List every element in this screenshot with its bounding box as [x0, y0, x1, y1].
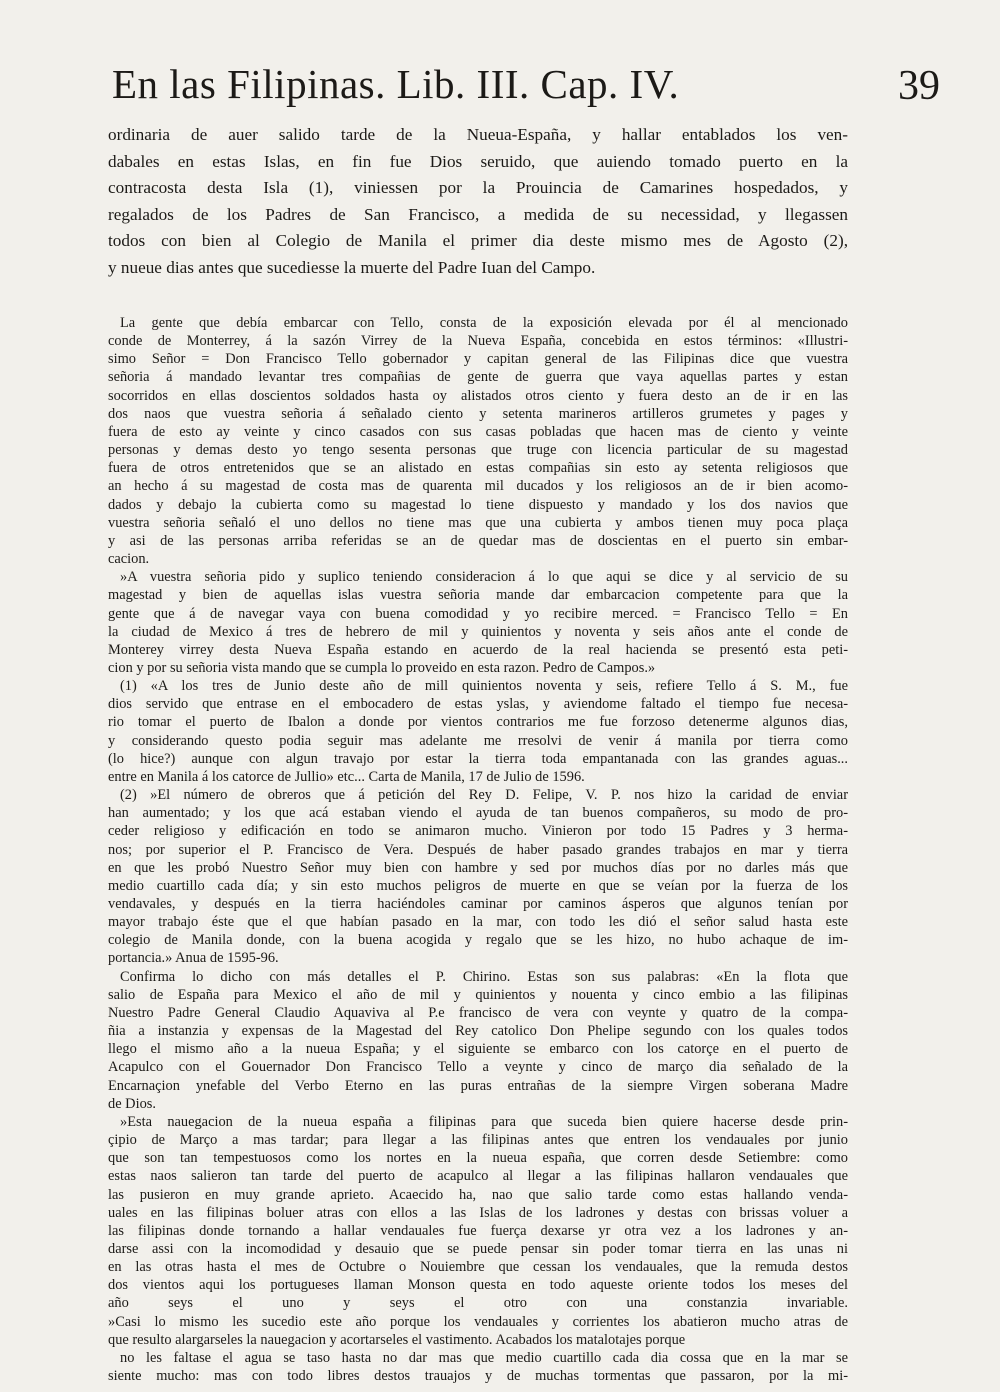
footnote-line: año seys el uno y seys el otro con una constanzia invariable. — [108, 1295, 848, 1312]
footnote-line: y considerando questo podia seguir mas adelante me rresolvi de venir á manila por tierra como — [108, 732, 848, 749]
footnote-line: medio cuartillo cada día; y sin esto muchos peligros de muerte en que se veían por la fuerza de los — [108, 877, 848, 894]
footnote-line: fuera de otros entretenidos que se an alistado en estas compañias sin esto ay setenta religiosos que — [108, 460, 848, 477]
footnote-line: portancia.» Anua de 1595-96. — [108, 950, 279, 967]
footnote-line: llego el mismo año a la nueua España; y el siguiente se embarco con los catorçe en el puerto de — [108, 1041, 848, 1058]
footnote-line: en las otras hasta el mes de Octubre o Nouiembre que cessan los vendauales, que la remuda destos — [108, 1259, 848, 1276]
footnote-line: que son tan tempestuosos como los nortes en la nueua españa, que corren desde Setiembre: como — [108, 1150, 848, 1167]
footnote-line: simo Señor = Don Francisco Tello gobernador y capitan general de las Filipinas dice que vuestra — [108, 351, 848, 368]
footnote-line: Nuestro Padre General Claudio Aquaviva al P.e francisco de vera con veynte y quatro de la compa- — [108, 1004, 848, 1021]
footnote-line: en que les probó Nuestro Señor muy bien con hambre y sed por muchos días por no darles más que — [108, 859, 848, 876]
footnote-line: personas y demas desto yo tengo sesenta personas que truge con licencia particular de su magestad — [108, 442, 848, 459]
footnote-line: socorridos en ellas doscientos soldados hasta oy alistados otros ciento y fuera desto an de ir en las — [108, 387, 848, 404]
footnote-line: conde de Monterrey, á la sazón Virrey de la Nueva España, concebida en estos términos: «Illustri- — [108, 333, 848, 350]
footnote-line: dos naos que vuestra señoria á señalado ciento y setenta marineros artilleros grumetes y pages y — [108, 405, 848, 422]
footnote-line: ceder religioso y edificación en todo se animaron mucho. Vinieron por todo 15 Padres y 3 herma- — [108, 823, 848, 840]
footnote-line: »Casi lo mismo les sucedio este año porque los vendauales y corrientes los abatieron mucho atras de — [108, 1313, 848, 1330]
footnote-line: dos vientos aqui los portugueses llaman Monson questa en todo aqueste oriente todos los meses del — [108, 1277, 848, 1294]
footnote-line: estas naos salieron tan tarde del puerto de acapulco al llegar a las filipinas hallaron vendauales que — [108, 1168, 848, 1185]
footnote-line: que resulto alargarseles la nauegacion y acortarseles el vastimento. Acabados los matalotajes porque — [108, 1331, 686, 1348]
footnote-line: (1) «A los tres de Junio deste año de mill quinientos noventa y seis, refiere Tello á S. M., fue — [120, 678, 848, 695]
footnote-line: cacion. — [108, 551, 150, 568]
footnote-line: (lo hice?) aunque con algun travajo por estar la tierra toda empantanada con las grandes aguas... — [108, 750, 848, 767]
footnote-line: rio tomar el puerto de Ibalon a donde por vientos contrarios me fue forzoso detenerme algunos dias, — [108, 714, 848, 731]
page-number: 39 — [898, 63, 940, 109]
footnote-line: ñia a instanzia y expensas de la Magestad del Rey catolico Don Phelipe segundo con los quales todos — [108, 1023, 848, 1040]
footnote-line: magestad y bien de aquellas islas vuestra señoria mande dar embarcacion competente para que la — [108, 587, 848, 604]
footnote-line: La gente que debía embarcar con Tello, consta de la exposición elevada por él al mencionado — [120, 315, 848, 331]
footnote-line: Monterey virrey desta Nueva España estando en acuerdo de la real hacienda se presentó esta peti- — [108, 641, 848, 658]
main-text-block — [108, 122, 848, 281]
body-text-line: todos con bien al Colegio de Manila el primer dia deste mismo mes de Agosto (2), — [108, 231, 848, 250]
footnote-line: no les faltase el agua se taso hasta no dar mas que medio cuartillo cada dia cossa que en la mar se — [120, 1349, 848, 1366]
footnote-line: dios servido que entrase en el embocadero de estas yslas, y aviendome faltado el tiempo fue necesa- — [108, 696, 848, 713]
footnote-line: (2) »El número de obreros que á petición del Rey D. Felipe, V. P. nos hizo la caridad de enviar — [120, 787, 848, 804]
footnote-line: y asi de las personas arriba referidas se an de quedar mas de doscientas en el puerto sin embar- — [108, 532, 848, 549]
footnote-line: dados y debajo la cubierta como su magestad lo tiene dispuesto y mandado y los dos navios que — [108, 496, 848, 513]
footnote-line: colegio de Manila donde, con la buena acogida y regalo que se les hizo, no hubo achaque de im- — [108, 932, 848, 949]
body-text-line: ordinaria de auer salido tarde de la Nueua-España, y hallar entablados los ven- — [108, 125, 848, 144]
footnote-line: uales en las filipinas boluer atras con ellos a las Islas de los ladrones y destas con brissas voluer a — [108, 1204, 848, 1221]
footnote-line: las filipinas donde tornando a hallar vendauales fue fuerça dexarse yr otra vez a los ladrones y an- — [108, 1222, 848, 1239]
footnote-line: Acapulco con el Gouernador Don Francisco Tello a veynte y cinco de março dia señalado de la — [108, 1059, 848, 1076]
footnote-line: entre en Manila á los catorce de Jullio» etc... Carta de Manila, 17 de Julio de 1596. — [108, 768, 585, 785]
footnote-line: cion y por su señoria vista mando que se cumpla lo proveido en esta razon. Pedro de Campos.» — [108, 659, 656, 676]
footnote-line: mayor trabajo éste que el que habían pasado en la mar, con todo les dió el señor salud hasta este — [108, 914, 848, 931]
footnote-line: »A vuestra señoria pido y suplico teniendo consideracion á lo que aqui se dice y al servicio de su — [120, 569, 848, 586]
footnote-line: fuera de esto ay veinte y cinco casados con sus casas pobladas que hacen mas de ciento y veinte — [108, 423, 848, 440]
footnote-line: Encarnaçion ynefable del Verbo Eterno en las puras entrañas de la siempre Virgen soberana Madre — [108, 1077, 848, 1094]
footnote-line: han aumentado; y los que acá estaban viendo el ayuda de tan buenos compañeros, su modo de pro- — [108, 805, 848, 822]
body-text-line: contracosta desta Isla (1), viniessen por la Prouincia de Camarines hospedados, y — [108, 178, 848, 197]
footnote-line: de Dios. — [108, 1095, 156, 1112]
body-text-line: dabales en estas Islas, en fin fue Dios seruido, que auiendo tomado puerto en la — [108, 151, 848, 171]
footnote-line: Confirma lo dicho con más detalles el P. Chirino. Estas son sus palabras: «En la flota que — [120, 968, 848, 985]
footnote-line: çipio de Março a mas tardar; para llegar a las filipinas antes que entren los vendauales por junio — [108, 1132, 848, 1149]
footnote-line: vendavales, y después en la tierra haciéndoles caminar por caminos ásperos que algunos tenían por — [108, 896, 848, 912]
footnote-line: an hecho á su magestad de costa mas de quarenta mil ducados y los religiosos an de ir bien acomo- — [108, 478, 848, 495]
footnote-line: darse assi con la incomodidad y desauio que se puede pensar sin poder tomar tierra en las unas ni — [108, 1240, 848, 1257]
footnote-line: vuestra señoria señaló el uno dellos no tiene mas que una cubierta y ambos tienen muy poca plaça — [108, 514, 848, 531]
footnote-line: gente que á de navegar vaya con buena comodidad y yo recibire merced. = Francisco Tello = En — [108, 605, 848, 622]
body-text-line: regalados de los Padres de San Francisco, a medida de su necessidad, y llegassen — [108, 204, 848, 224]
footnote-line: »Esta nauegacion de la nueua españa a filipinas para que suceda bien quiere hacerse desde prin- — [120, 1113, 848, 1130]
footnote-line: señoria á mandado levantar tres compañias de gente de guerra que vaya aquellas partes y estan — [108, 369, 848, 386]
footnotes-block — [108, 314, 848, 1385]
footnote-line: siente mucho: mas con todo libres destos trauajos y de muchas tormentas que passaron, por la mi- — [108, 1368, 848, 1385]
running-title: En las Filipinas. Lib. III. Cap. IV. — [112, 61, 680, 107]
footnote-line: las pusieron en muy grande aprieto. Acaecido ha, nao que salio tarde como estas hallando venda- — [108, 1186, 848, 1203]
body-text-line: y nueue dias antes que sucediesse la muerte del Padre Iuan del Campo. — [108, 257, 596, 277]
footnote-line: nos; por superior el P. Francisco de Vera. Después de haber pasado grandes trabajos en mar y tierra — [108, 841, 848, 858]
footnote-line: salio de España para Mexico el año de mil y quinientos y nouenta y cinco embio a las filipinas — [108, 986, 848, 1003]
footnote-line: la ciudad de Mexico á tres de hebrero de mil y quinientos y noventa y seis años ante el conde de — [108, 623, 848, 640]
